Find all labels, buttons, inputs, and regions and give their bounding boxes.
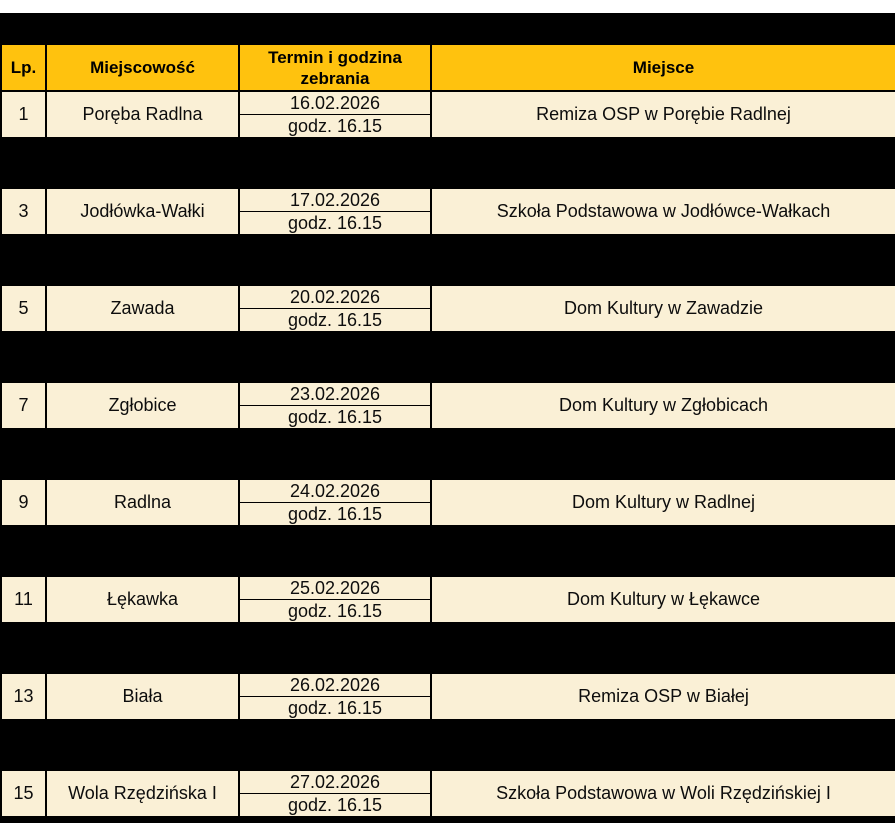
meeting-time: godz. 16.15 xyxy=(287,794,383,815)
term-cell xyxy=(239,770,431,817)
redacted-row xyxy=(1,235,895,285)
term-cell xyxy=(239,188,431,235)
meeting-time: godz. 16.15 xyxy=(287,115,383,136)
row-number-cell: 7 xyxy=(1,382,46,429)
meeting-time: godz. 16.15 xyxy=(287,503,383,524)
table-row xyxy=(1,382,895,429)
table-row xyxy=(1,576,895,623)
locality-cell: Biała xyxy=(46,673,239,720)
locality-cell: Łękawka xyxy=(46,576,239,623)
meeting-date: 27.02.2026 xyxy=(240,771,430,794)
row-number-cell: 15 xyxy=(1,770,46,817)
meeting-date: 26.02.2026 xyxy=(240,674,430,697)
redaction-bar xyxy=(1,332,895,382)
venue-cell: Dom Kultury w Zawadzie xyxy=(431,285,895,332)
table-row xyxy=(1,673,895,720)
row-number-cell: 11 xyxy=(1,576,46,623)
redaction-bar xyxy=(1,526,895,576)
meeting-date: 23.02.2026 xyxy=(240,383,430,406)
redacted-row xyxy=(1,429,895,479)
redacted-title-bar xyxy=(0,13,895,43)
redacted-row xyxy=(1,817,895,823)
redaction-bar xyxy=(1,720,895,770)
venue-cell: Remiza OSP w Porębie Radlnej xyxy=(431,91,895,138)
redaction-bar xyxy=(1,138,895,188)
column-header-lp: Lp. xyxy=(1,44,46,91)
row-number-cell: 9 xyxy=(1,479,46,526)
meeting-date: 25.02.2026 xyxy=(240,577,430,600)
row-number-cell: 5 xyxy=(1,285,46,332)
meeting-time: godz. 16.15 xyxy=(287,406,383,427)
table-row xyxy=(1,188,895,235)
locality-cell: Poręba Radlna xyxy=(46,91,239,138)
term-cell xyxy=(239,576,431,623)
row-number-cell: 3 xyxy=(1,188,46,235)
venue-cell: Remiza OSP w Białej xyxy=(431,673,895,720)
term-cell xyxy=(239,673,431,720)
venue-cell: Szkoła Podstawowa w Jodłówce-Wałkach xyxy=(431,188,895,235)
table-row xyxy=(1,770,895,817)
venue-cell: Szkoła Podstawowa w Woli Rzędzińskiej I xyxy=(431,770,895,817)
table-header-row xyxy=(1,44,895,91)
venue-cell: Dom Kultury w Łękawce xyxy=(431,576,895,623)
meeting-time: godz. 16.15 xyxy=(287,212,383,233)
term-cell xyxy=(239,285,431,332)
row-number-cell: 13 xyxy=(1,673,46,720)
table-row xyxy=(1,285,895,332)
redacted-row xyxy=(1,526,895,576)
redacted-row xyxy=(1,720,895,770)
venue-cell: Dom Kultury w Radlnej xyxy=(431,479,895,526)
table-row xyxy=(1,91,895,138)
locality-cell: Zawada xyxy=(46,285,239,332)
redacted-row xyxy=(1,623,895,673)
table-row xyxy=(1,479,895,526)
redaction-bar xyxy=(1,235,895,285)
meeting-time: godz. 16.15 xyxy=(287,600,383,621)
meeting-date: 20.02.2026 xyxy=(240,286,430,309)
redacted-row xyxy=(1,332,895,382)
meeting-schedule-table xyxy=(0,43,895,823)
locality-cell: Radlna xyxy=(46,479,239,526)
meeting-time: godz. 16.15 xyxy=(287,309,383,330)
term-cell xyxy=(239,382,431,429)
term-cell xyxy=(239,479,431,526)
meeting-date: 17.02.2026 xyxy=(240,189,430,212)
venue-cell: Dom Kultury w Zgłobicach xyxy=(431,382,895,429)
locality-cell: Jodłówka-Wałki xyxy=(46,188,239,235)
row-number-cell: 1 xyxy=(1,91,46,138)
redaction-bar xyxy=(1,817,895,823)
term-cell xyxy=(239,91,431,138)
redaction-bar xyxy=(1,623,895,673)
locality-cell: Zgłobice xyxy=(46,382,239,429)
meeting-time: godz. 16.15 xyxy=(287,697,383,718)
locality-cell: Wola Rzędzińska I xyxy=(46,770,239,817)
meeting-date: 16.02.2026 xyxy=(240,92,430,115)
column-header-termin: Termin i godzina zebrania xyxy=(239,44,431,91)
meeting-date: 24.02.2026 xyxy=(240,480,430,503)
column-header-miejsce: Miejsce xyxy=(431,44,895,91)
redacted-row xyxy=(1,138,895,188)
redaction-bar xyxy=(1,429,895,479)
column-header-miejscowosc: Miejscowość xyxy=(46,44,239,91)
